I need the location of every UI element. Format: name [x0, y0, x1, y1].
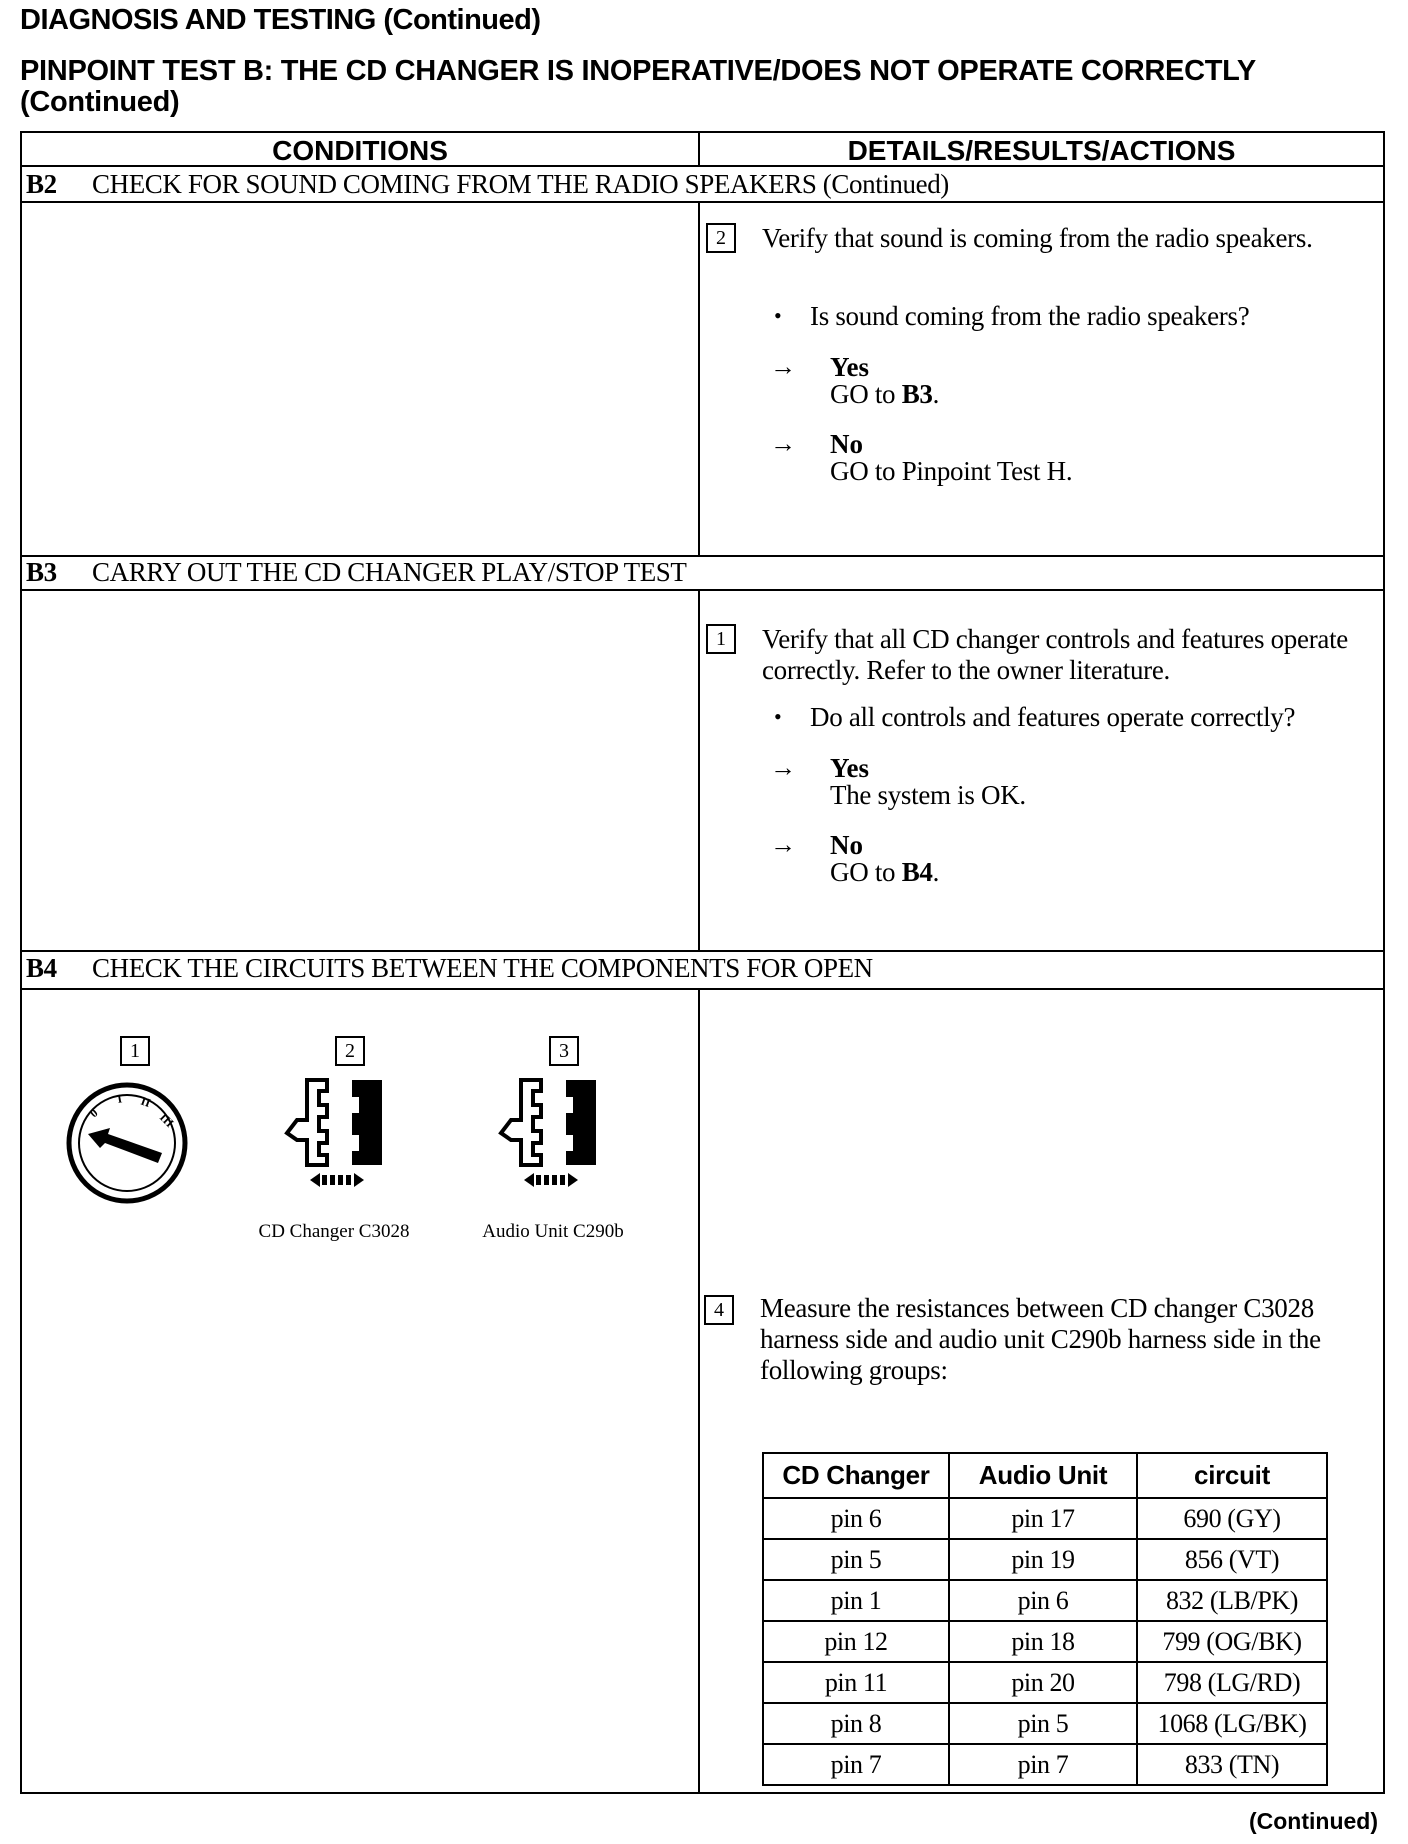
- step-b2-no-label: No: [830, 429, 863, 459]
- resistance-header-audio-unit: Audio Unit: [949, 1453, 1137, 1498]
- column-header-conditions: CONDITIONS: [272, 135, 448, 166]
- bullet-icon: •: [774, 704, 782, 729]
- figure-caption-cd-changer: CD Changer C3028: [258, 1221, 410, 1242]
- cd-changer-pin: pin 5: [763, 1539, 949, 1580]
- step-b3-no-suffix: .: [932, 857, 940, 887]
- figure-caption-audio-unit: Audio Unit C290b: [482, 1221, 624, 1242]
- circuit-id: 1068 (LG/BK): [1137, 1703, 1327, 1744]
- column-header-details: DETAILS/RESULTS/ACTIONS: [847, 135, 1236, 166]
- circuit-id: 798 (LG/RD): [1137, 1662, 1327, 1703]
- figure-number-box: 1: [120, 1036, 150, 1066]
- cd-changer-pin: pin 1: [763, 1580, 949, 1621]
- table-row: [763, 1621, 1327, 1662]
- step-b2-no-action: GO to Pinpoint Test H.: [830, 456, 1073, 486]
- column-divider: [698, 589, 700, 950]
- arrow-right-icon: →: [770, 352, 796, 381]
- step-number-box: 1: [706, 624, 736, 654]
- step-b2-yes-suffix: .: [932, 379, 940, 409]
- step-b2-question: Is sound coming from the radio speakers?: [810, 301, 1250, 331]
- step-b2-title-row: [26, 169, 949, 200]
- step-b2-yes-label: Yes: [830, 352, 869, 382]
- audio-unit-pin: pin 5: [949, 1703, 1137, 1744]
- table-row: [763, 1539, 1327, 1580]
- step-b3-instruction: Verify that all CD changer controls and features operate correctly. Refer to the owner literature.: [762, 624, 1348, 685]
- step-b4-title: CHECK THE CIRCUITS BETWEEN THE COMPONENTS FOR OPEN: [92, 953, 873, 983]
- step-b2-yes-target: B3: [901, 379, 933, 409]
- step-b4-title-row: [26, 953, 873, 984]
- step-b3-no-action: [830, 857, 939, 888]
- cd-changer-pin: pin 8: [763, 1703, 949, 1744]
- step-number-box: 2: [706, 223, 736, 253]
- ignition-switch-icon: [62, 1078, 192, 1208]
- cd-changer-pin: pin 7: [763, 1744, 949, 1785]
- step-b3-no-label: No: [830, 830, 863, 860]
- pinpoint-test-title-line2: (Continued): [20, 86, 180, 118]
- table-row: [763, 1703, 1327, 1744]
- step-b3-id: B3: [26, 557, 57, 587]
- figure-number-box: 2: [335, 1036, 365, 1066]
- step-b3-question: Do all controls and features operate correctly?: [810, 702, 1296, 732]
- table-row: [763, 1744, 1327, 1785]
- ignition-mark-1: I: [116, 1091, 124, 1106]
- audio-unit-pin: pin 6: [949, 1580, 1137, 1621]
- step-b3-title: CARRY OUT THE CD CHANGER PLAY/STOP TEST: [92, 557, 687, 587]
- column-divider: [698, 201, 700, 555]
- table-rule: [22, 988, 1383, 990]
- connector-disconnect-icon: [277, 1075, 397, 1200]
- pinpoint-test-title: [20, 56, 1400, 118]
- cd-changer-pin: pin 12: [763, 1621, 949, 1662]
- circuit-id: 856 (VT): [1137, 1539, 1327, 1580]
- audio-unit-pin: pin 19: [949, 1539, 1137, 1580]
- arrow-right-icon: →: [770, 753, 796, 782]
- table-row: [763, 1498, 1327, 1539]
- column-divider: [698, 988, 700, 1794]
- ignition-mark-0: 0: [86, 1105, 101, 1121]
- resistance-header-circuit: circuit: [1137, 1453, 1327, 1498]
- ignition-mark-3: III: [156, 1110, 177, 1131]
- arrow-right-icon: →: [770, 429, 796, 458]
- audio-unit-pin: pin 20: [949, 1662, 1137, 1703]
- audio-unit-pin: pin 18: [949, 1621, 1137, 1662]
- resistance-table: [762, 1452, 1328, 1786]
- step-b2-yes-action: [830, 379, 939, 410]
- ignition-mark-2: II: [138, 1093, 153, 1111]
- step-b3-yes-action: The system is OK.: [830, 780, 1026, 810]
- table-rule: [22, 201, 1383, 203]
- step-b2-title: CHECK FOR SOUND COMING FROM THE RADIO SPEAKERS (Continued): [92, 169, 949, 199]
- bullet-icon: •: [774, 303, 782, 328]
- circuit-id: 833 (TN): [1137, 1744, 1327, 1785]
- connector-disconnect-icon: [491, 1075, 611, 1200]
- table-row: [763, 1580, 1327, 1621]
- step-b2-instruction: Verify that sound is coming from the radio speakers.: [762, 223, 1313, 253]
- arrow-right-icon: →: [770, 830, 796, 859]
- pinpoint-test-title-line1: PINPOINT TEST B: THE CD CHANGER IS INOPERATIVE/DOES NOT OPERATE CORRECTLY: [20, 55, 1256, 87]
- resistance-table-header: [763, 1453, 1327, 1498]
- page-title: DIAGNOSIS AND TESTING (Continued): [20, 4, 541, 36]
- step-b3-title-row: [26, 557, 687, 588]
- cd-changer-pin: pin 11: [763, 1662, 949, 1703]
- step-b2-id: B2: [26, 169, 57, 199]
- circuit-id: 832 (LB/PK): [1137, 1580, 1327, 1621]
- step-b3-no-target: B4: [901, 857, 933, 887]
- cd-changer-pin: pin 6: [763, 1498, 949, 1539]
- circuit-id: 799 (OG/BK): [1137, 1621, 1327, 1662]
- audio-unit-pin: pin 7: [949, 1744, 1137, 1785]
- continued-footer: (Continued): [1248, 1808, 1378, 1834]
- step-number-box: 4: [704, 1295, 734, 1325]
- audio-unit-pin: pin 17: [949, 1498, 1137, 1539]
- circuit-id: 690 (GY): [1137, 1498, 1327, 1539]
- table-row: [763, 1662, 1327, 1703]
- table-rule: [22, 950, 1383, 952]
- step-b3-no-action-text: GO to: [830, 857, 896, 887]
- step-b2-yes-action-text: GO to: [830, 379, 896, 409]
- step-b4-instruction: Measure the resistances between CD changer C3028 harness side and audio unit C290b harness side in the following groups:: [760, 1293, 1321, 1385]
- step-b4-id: B4: [26, 953, 57, 983]
- step-b3-yes-label: Yes: [830, 753, 869, 783]
- figure-number-box: 3: [549, 1036, 579, 1066]
- resistance-header-cd-changer: CD Changer: [763, 1453, 949, 1498]
- table-rule: [22, 589, 1383, 591]
